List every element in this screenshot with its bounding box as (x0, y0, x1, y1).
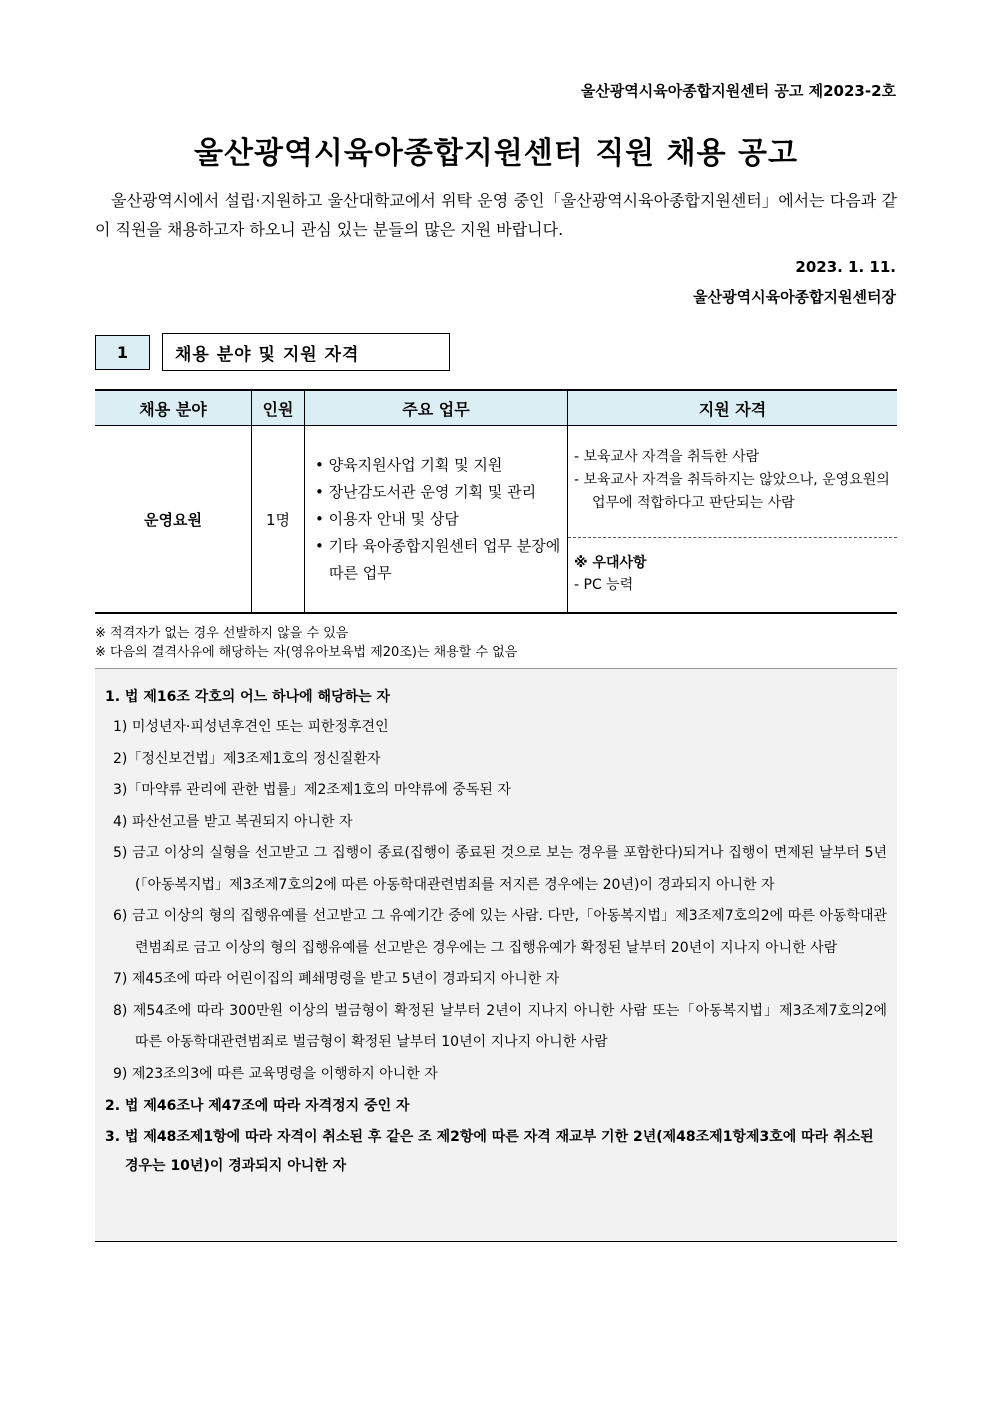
field-cell: 운영요원 (95, 426, 252, 614)
issuer: 울산광역시육아종합지원센터장 (693, 288, 896, 306)
section-title: 채용 분야 및 지원 자격 (162, 333, 450, 371)
qualifications-cell (568, 426, 898, 614)
disqualification-heading: 1. 법 제16조 각호의 어느 하나에 해당하는 자 (105, 689, 391, 705)
list-item: • 기타 육아종합지원센터 업무 분장에 따른 업무 (315, 536, 561, 582)
page-title: 울산광역시육아종합지원센터 직원 채용 공고 (194, 136, 798, 171)
list-item: 7) 제45조에 따라 어린이집의 폐쇄명령을 받고 5년이 경과되지 아니한 자 (113, 971, 560, 987)
header-field: 채용 분야 (95, 390, 252, 426)
disqualification-heading: 2. 법 제46조나 제47조에 따라 자격정지 중인 자 (105, 1098, 410, 1114)
header-duties: 주요 업무 (305, 390, 568, 426)
list-item: 1) 미성년자·피성년후견인 또는 피한정후견인 (113, 719, 389, 735)
table-header-row (95, 390, 897, 426)
duties-list (305, 452, 567, 587)
list-item: - 보육교사 자격을 취득한 사람 (574, 449, 760, 465)
qualification-list (568, 426, 897, 538)
announcement-date: 2023. 1. 11. (795, 258, 896, 276)
header-count: 인원 (252, 390, 305, 426)
preference-title: ※ 우대사항 (574, 555, 647, 571)
notes (95, 624, 517, 662)
section-number: 1 (95, 335, 150, 370)
list-item: 4) 파산선고를 받고 복권되지 아니한 자 (113, 813, 353, 830)
list-item: 9) 제23조의3에 따른 교육명령을 이행하지 아니한 자 (113, 1065, 438, 1082)
count-cell: 1명 (252, 426, 305, 614)
table-row (95, 426, 897, 614)
list-item: 8) 제54조에 따라 300만원 이상의 벌금형이 확정된 날부터 2년이 지나지 아니한 사람 또는「아동복지법」제3조제7호의2에 따른 아동학대관련범죄로 벌금형이 확정된 날부터 10년이 지나지 아니한 사람 (113, 1002, 887, 1050)
list-item: 6) 금고 이상의 형의 집행유예를 선고받고 그 유예기간 중에 있는 사람. 다만,「아동복지법」제3조제7호의2에 따른 아동학대관련범죄로 금고 이상의 형의 집행유예를 선고받은 경우에는 그 집행유예가 확정된 날부터 20년이 지나지 아니한 사람 (113, 908, 888, 956)
note-item: ※ 다음의 결격사유에 해당하는 자(영유아보육법 제20조)는 채용할 수 없음 (95, 645, 518, 660)
note-item: ※ 적격자가 없는 경우 선발하지 않을 수 있음 (95, 626, 349, 641)
recruitment-table (95, 389, 897, 614)
list-item: 5) 금고 이상의 실형을 선고받고 그 집행이 종료(집행이 종료된 것으로 보는 경우를 포함한다)되거나 집행이 면제된 날부터 5년(「아동복지법」제3조제7호의2에 따른 아동학대관련범죄를 저지른 경우에는 20년)이 경과되지 아니한 자 (113, 845, 887, 893)
list-item: - 보육교사 자격을 취득하지는 않았으나, 운영요원의 업무에 적합하다고 판단되는 사람 (574, 472, 890, 511)
preference-block (568, 538, 897, 612)
disqualification-box (95, 668, 897, 1242)
disqualification-heading: 3. 법 제48조제1항에 따라 자격이 취소된 후 같은 조 제2항에 따른 자격 재교부 기한 2년(제48조제1항제3호에 따라 취소된 경우는 10년)이 경과되지 아니한 자 (105, 1129, 874, 1174)
list-item: • 이용자 안내 및 상담 (315, 509, 459, 528)
list-item: • 양육지원사업 기획 및 지원 (315, 455, 503, 474)
intro-paragraph: 울산광역시에서 설립·지원하고 울산대학교에서 위탁 운영 중인「울산광역시육아종합지원센터」에서는 다음과 같이 직원을 채용하고자 하오니 관심 있는 분들의 많은 지원 바랍니다. (95, 191, 897, 239)
notice-number: 울산광역시육아종합지원센터 공고 제2023-2호 (580, 82, 896, 100)
list-item: 3)「마약류 관리에 관한 법률」제2조제1호의 마약류에 중독된 자 (113, 782, 511, 798)
list-item: - PC 능력 (574, 577, 634, 593)
list-item: 2)「정신보건법」제3조제1호의 정신질환자 (113, 750, 381, 767)
duties-cell (305, 426, 568, 614)
header-qualifications: 지원 자격 (568, 390, 898, 426)
list-item: • 장난감도서관 운영 기획 및 관리 (315, 482, 537, 501)
